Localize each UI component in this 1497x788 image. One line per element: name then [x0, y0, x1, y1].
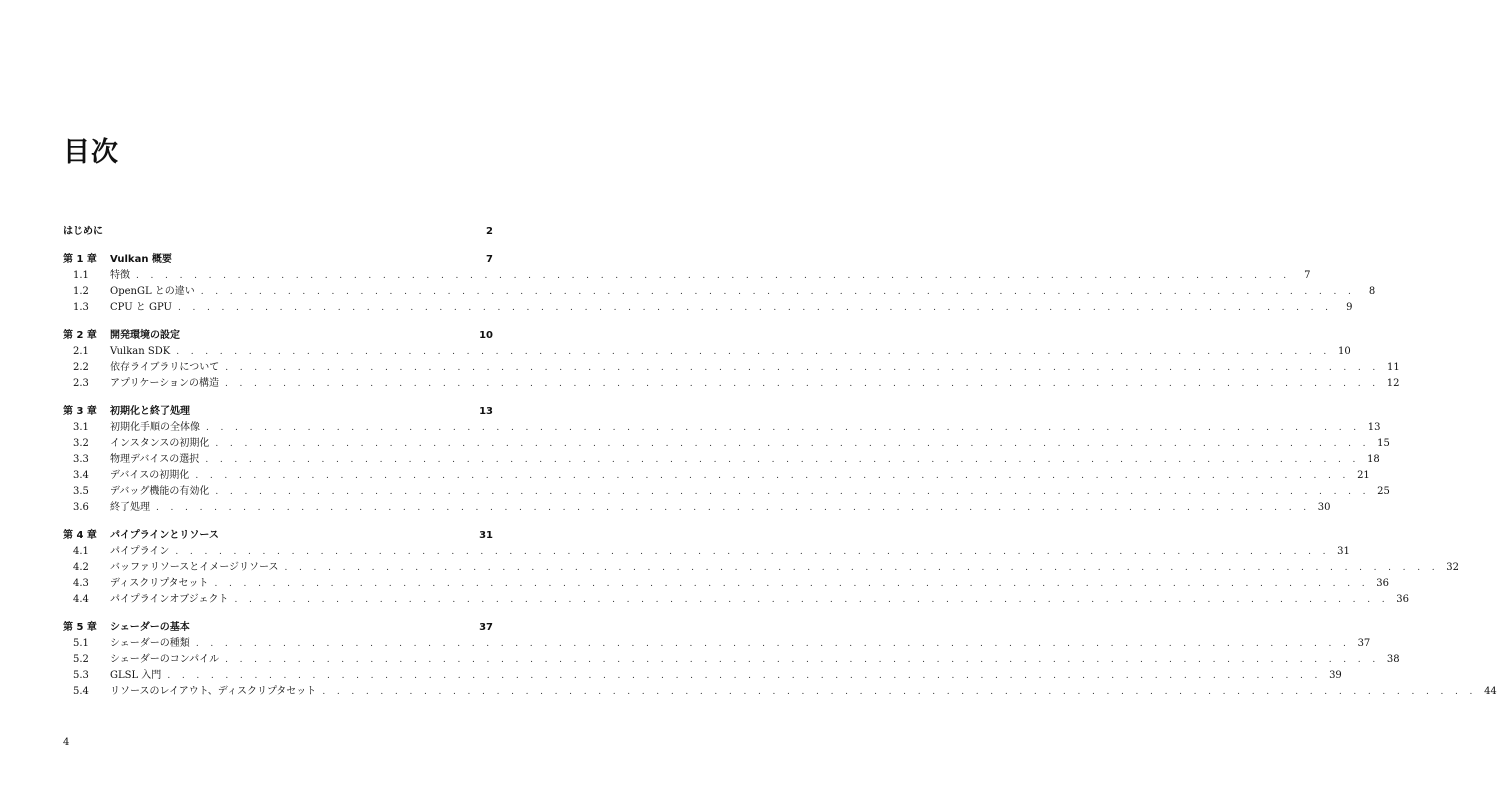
section-page: 8: [1368, 286, 1376, 297]
dot-leader: . . . . . . . . . . . . . . . . . . . . . . . . . . . . . . . . . . . . . . . . . . . . . . . . . . . . . . . . . . . . . . . . . . . . . . . . . . . . . . . .: [284, 563, 1439, 573]
toc-chapters: [63, 240, 1497, 700]
dot-leader: . . . . . . . . . . . . . . . . . . . . . . . . . . . . . . . . . . . . . . . . . . . . . . . . . . . . . . . . . . . . . . . . . . . . . . . . . . . . . . . .: [215, 487, 1370, 497]
section-number: 1.3: [73, 302, 89, 313]
dot-leader: . . . . . . . . . . . . . . . . . . . . . . . . . . . . . . . . . . . . . . . . . . . . . . . . . . . . . . . . . . . . . . . . . . . . . . . . . . . . . . . .: [205, 455, 1360, 465]
toc-section[interactable]: [63, 500, 1331, 516]
section-page: 30: [1317, 502, 1331, 513]
dot-leader: . . . . . . . . . . . . . . . . . . . . . . . . . . . . . . . . . . . . . . . . . . . . . . . . . . . . . . . . . . . . . . . . . . . . . . . . . . . . . . . .: [177, 303, 1333, 313]
toc-section[interactable]: [63, 360, 1400, 376]
chapter-page: 37: [479, 622, 493, 633]
toc-chapter[interactable]: [63, 528, 493, 544]
chapter-page: 7: [486, 254, 493, 265]
section-title: バッファリソースとイメージリソース: [110, 562, 279, 573]
section-title: 初期化手順の全体像: [110, 422, 200, 433]
dot-leader: . . . . . . . . . . . . . . . . . . . . . . . . . . . . . . . . . . . . . . . . . . . . . . . . . . . . . . . . . . . . . . . . . . . . . . . . . . . . . . . .: [214, 579, 1369, 589]
toc-section[interactable]: [63, 436, 1390, 452]
section-title: パイプラインオブジェクト: [110, 594, 229, 605]
toc-section[interactable]: [63, 560, 1459, 576]
section-title: デバッグ機能の有効化: [110, 486, 210, 497]
toc-section[interactable]: [63, 576, 1389, 592]
section-page: 7: [1304, 270, 1311, 281]
section-number: 4.2: [73, 562, 89, 573]
section-page: 44: [1484, 686, 1497, 697]
toc-section[interactable]: [63, 468, 1370, 484]
section-number: 2.3: [73, 378, 89, 389]
section-title: 終了処理: [110, 502, 150, 513]
table-of-contents: [63, 224, 1497, 700]
section-page: 15: [1377, 438, 1390, 449]
toc-section[interactable]: [63, 544, 1350, 560]
toc-section[interactable]: [63, 376, 1400, 392]
toc-section[interactable]: [63, 684, 1497, 700]
toc-intro[interactable]: [63, 224, 493, 240]
dot-leader: . . . . . . . . . . . . . . . . . . . . . . . . . . . . . . . . . . . . . . . . . . . . . . . . . . . . . . . . . . . . . . . . . . . . . . . . . . . . . . . .: [195, 639, 1351, 649]
page-title: 目次: [63, 137, 119, 168]
chapter-number: 第 5 章: [63, 622, 97, 633]
section-number: 1.1: [73, 270, 89, 281]
toc-section[interactable]: [63, 452, 1380, 468]
chapter-number: 第 1 章: [63, 254, 97, 265]
dot-leader: . . . . . . . . . . . . . . . . . . . . . . . . . . . . . . . . . . . . . . . . . . . . . . . . . . . . . . . . . . . . . . . . . . . . . . . . . . . . . . . .: [206, 423, 1361, 433]
section-number: 5.1: [73, 638, 89, 649]
dot-leader: . . . . . . . . . . . . . . . . . . . . . . . . . . . . . . . . . . . . . . . . . . . . . . . . . . . . . . . . . . . . . . . . . . . . . . . . . . . . . . . .: [225, 363, 1380, 373]
dot-leader: . . . . . . . . . . . . . . . . . . . . . . . . . . . . . . . . . . . . . . . . . . . . . . . . . . . . . . . . . . . . . . . . . . . . . . . . . . . . . . . .: [322, 687, 1477, 697]
section-page: 39: [1329, 670, 1342, 681]
section-title: アプリケーションの構造: [110, 378, 219, 389]
section-page: 21: [1357, 470, 1370, 481]
section-page: 18: [1367, 454, 1380, 465]
section-number: 3.6: [73, 502, 89, 513]
section-number: 3.3: [73, 454, 89, 465]
dot-leader: . . . . . . . . . . . . . . . . . . . . . . . . . . . . . . . . . . . . . . . . . . . . . . . . . . . . . . . . . . . . . . . . . . . . . . . . . . . . . . . .: [176, 347, 1331, 357]
toc-intro-page: 2: [486, 226, 493, 237]
toc-intro-label: はじめに: [63, 226, 103, 237]
toc-section[interactable]: [63, 268, 1311, 284]
section-number: 3.4: [73, 470, 89, 481]
chapter-gap: [63, 392, 493, 404]
section-number: 3.1: [73, 422, 89, 433]
dot-leader: . . . . . . . . . . . . . . . . . . . . . . . . . . . . . . . . . . . . . . . . . . . . . . . . . . . . . . . . . . . . . . . . . . . . . . . . . . . . . . . .: [195, 471, 1350, 481]
toc-chapter[interactable]: [63, 252, 493, 268]
section-title: 依存ライブラリについて: [110, 362, 220, 373]
dot-leader: . . . . . . . . . . . . . . . . . . . . . . . . . . . . . . . . . . . . . . . . . . . . . . . . . . . . . . . . . . . . . . . . . . . . . . . . . . . . . . . .: [156, 503, 1311, 513]
toc-chapter[interactable]: [63, 620, 493, 636]
section-title: GLSL 入門: [110, 670, 162, 681]
toc-section[interactable]: [63, 668, 1342, 684]
section-number: 4.3: [73, 578, 89, 589]
toc-section[interactable]: [63, 420, 1381, 436]
chapter-page: 10: [479, 330, 493, 341]
section-page: 13: [1367, 422, 1381, 433]
dot-leader: . . . . . . . . . . . . . . . . . . . . . . . . . . . . . . . . . . . . . . . . . . . . . . . . . . . . . . . . . . . . . . . . . . . . . . . . . . . . . . . .: [200, 287, 1356, 297]
section-page: 32: [1446, 562, 1459, 573]
section-number: 2.2: [73, 362, 89, 373]
section-number: 5.4: [73, 686, 89, 697]
toc-section[interactable]: [63, 284, 1376, 300]
section-title: シェーダーのコンパイル: [110, 654, 220, 665]
section-number: 3.2: [73, 438, 89, 449]
section-page: 38: [1386, 654, 1400, 665]
section-page: 36: [1376, 578, 1389, 589]
dot-leader: . . . . . . . . . . . . . . . . . . . . . . . . . . . . . . . . . . . . . . . . . . . . . . . . . . . . . . . . . . . . . . . . . . . . . . . . . . . . . . . .: [167, 671, 1322, 681]
section-title: シェーダーの種類: [110, 638, 190, 649]
section-title: 物理デバイスの選択: [110, 454, 200, 465]
dot-leader: . . . . . . . . . . . . . . . . . . . . . . . . . . . . . . . . . . . . . . . . . . . . . . . . . . . . . . . . . . . . . . . . . . . . . . . . . . . . . . . .: [175, 547, 1330, 557]
toc-section[interactable]: [63, 652, 1400, 668]
section-number: 5.2: [73, 654, 89, 665]
section-page: 12: [1386, 378, 1400, 389]
toc-section[interactable]: [63, 484, 1390, 500]
chapter-page: 13: [479, 406, 493, 417]
section-page: 36: [1396, 594, 1409, 605]
section-title: ディスクリプタセット: [110, 578, 209, 589]
dot-leader: . . . . . . . . . . . . . . . . . . . . . . . . . . . . . . . . . . . . . . . . . . . . . . . . . . . . . . . . . . . . . . . . . . . . . . . . . . . . . . . .: [136, 271, 1291, 281]
section-number: 3.5: [73, 486, 89, 497]
toc-chapter[interactable]: [63, 328, 493, 344]
chapter-gap: [63, 316, 493, 328]
dot-leader: . . . . . . . . . . . . . . . . . . . . . . . . . . . . . . . . . . . . . . . . . . . . . . . . . . . . . . . . . . . . . . . . . . . . . . . . . . . . . . . .: [225, 655, 1380, 665]
chapter-title: シェーダーの基本: [110, 622, 190, 633]
page-number: 4: [63, 737, 70, 748]
section-title: OpenGL との違い: [110, 286, 195, 297]
chapter-gap: [63, 240, 493, 252]
section-title: Vulkan SDK: [110, 346, 171, 357]
chapter-number: 第 4 章: [63, 530, 97, 541]
chapter-title: パイプラインとリソース: [110, 530, 219, 541]
section-title: パイプライン: [110, 546, 170, 557]
chapter-title: Vulkan 概要: [110, 254, 172, 265]
toc-section[interactable]: [63, 344, 1351, 360]
section-number: 4.4: [73, 594, 89, 605]
dot-leader: . . . . . . . . . . . . . . . . . . . . . . . . . . . . . . . . . . . . . . . . . . . . . . . . . . . . . . . . . . . . . . . . . . . . . . . . . . . . . . . .: [225, 379, 1380, 389]
chapter-page: 31: [479, 530, 493, 541]
section-page: 11: [1386, 362, 1400, 373]
section-title: 特徴: [110, 270, 130, 281]
toc-section[interactable]: [63, 636, 1371, 652]
section-title: インスタンスの初期化: [110, 438, 210, 449]
section-page: 37: [1357, 638, 1371, 649]
toc-section[interactable]: [63, 592, 1409, 608]
chapter-title: 初期化と終了処理: [110, 406, 190, 417]
chapter-number: 第 2 章: [63, 330, 97, 341]
section-number: 5.3: [73, 670, 89, 681]
chapter-number: 第 3 章: [63, 406, 97, 417]
chapter-gap: [63, 516, 493, 528]
section-number: 2.1: [73, 346, 89, 357]
toc-chapter[interactable]: [63, 404, 493, 420]
toc-section[interactable]: [63, 300, 1353, 316]
section-number: 4.1: [73, 546, 89, 557]
section-title: CPU と GPU: [110, 302, 172, 313]
section-number: 1.2: [73, 286, 89, 297]
section-title: リソースのレイアウト、ディスクリプタセット: [110, 686, 317, 697]
section-page: 25: [1377, 486, 1390, 497]
section-page: 10: [1337, 346, 1351, 357]
section-title: デバイスの初期化: [110, 470, 190, 481]
section-page: 9: [1346, 302, 1353, 313]
section-page: 31: [1337, 546, 1350, 557]
chapter-gap: [63, 608, 493, 620]
dot-leader: . . . . . . . . . . . . . . . . . . . . . . . . . . . . . . . . . . . . . . . . . . . . . . . . . . . . . . . . . . . . . . . . . . . . . . . . . . . . . . . .: [215, 439, 1370, 449]
dot-leader: . . . . . . . . . . . . . . . . . . . . . . . . . . . . . . . . . . . . . . . . . . . . . . . . . . . . . . . . . . . . . . . . . . . . . . . . . . . . . . . .: [234, 595, 1389, 605]
chapter-title: 開発環境の設定: [110, 330, 180, 341]
